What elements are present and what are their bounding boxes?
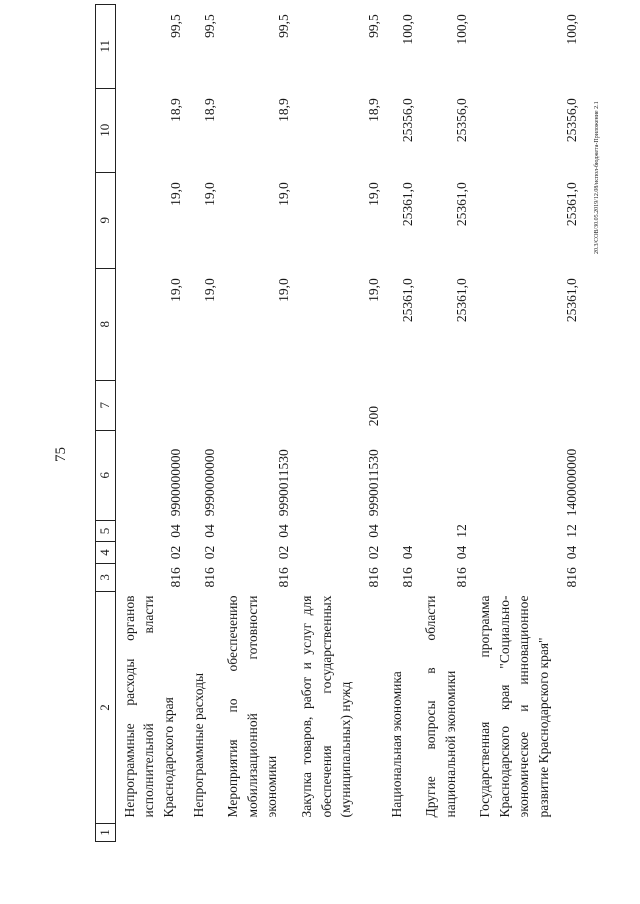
code-admin: 816	[563, 567, 579, 588]
value-col9: 19,0	[365, 182, 381, 206]
code-subsection: 04	[365, 524, 381, 538]
value-col11: 99,5	[201, 14, 217, 38]
table-header-row	[96, 4, 116, 841]
value-col10: 25356,0	[453, 98, 469, 143]
header-cell: 6	[96, 430, 116, 520]
code-section: 04	[399, 545, 415, 560]
value-col9: 19,0	[201, 182, 217, 206]
code-target	[383, 430, 417, 520]
code-expense-type	[185, 380, 219, 430]
value-col9: 19,0	[275, 182, 291, 206]
code-admin: 816	[365, 567, 381, 588]
header-cell: 8	[96, 268, 116, 380]
code-subsection: 04	[167, 524, 183, 538]
value-col10: 18,9	[275, 98, 291, 122]
code-section: 02	[167, 545, 183, 560]
value-col10: 18,9	[365, 98, 381, 122]
value-col9: 25361,0	[399, 182, 415, 227]
row-name: Государственная программа Краснодарского края "Социально-экономическое и инновационное развитие Краснодарского края"	[477, 595, 552, 818]
code-target: 9990011530	[365, 449, 381, 517]
row-name: Закупка товаров, работ и услуг для обеспечения государственных (муниципальных) нужд	[299, 595, 354, 818]
header-cell: 3	[96, 563, 116, 591]
table-row	[471, 4, 581, 841]
page-number: 75	[53, 447, 69, 462]
value-col10: 18,9	[167, 98, 183, 122]
row-index	[115, 824, 185, 842]
value-col11: 99,5	[365, 14, 381, 38]
row-index	[185, 824, 219, 842]
table-row	[417, 4, 471, 841]
code-subsection: 04	[201, 524, 217, 538]
row-name: Непрограммные расходы органов исполнительной власти Краснодарского края	[121, 595, 176, 818]
footer-code: 20.3/СОВ/30.05.2019/12.08/испол-бюджета-Приложение 2.1	[594, 101, 600, 254]
code-expense-type	[115, 380, 185, 430]
code-expense-type	[383, 380, 417, 430]
code-section: 04	[563, 545, 579, 560]
value-col11: 100,0	[453, 14, 469, 45]
code-target	[417, 430, 471, 520]
code-expense-type	[471, 380, 581, 430]
value-col9: 25361,0	[453, 182, 469, 227]
header-cell: 5	[96, 520, 116, 542]
code-section: 02	[275, 545, 291, 560]
value-col8: 19,0	[365, 278, 381, 302]
code-section: 04	[453, 545, 469, 560]
row-name: Мероприятия по обеспечению мобилизационной готовности экономики	[225, 595, 280, 818]
value-col10: 25356,0	[563, 98, 579, 143]
table-row	[383, 4, 417, 841]
row-index	[417, 824, 471, 842]
header-cell: 7	[96, 380, 116, 430]
value-col9: 19,0	[167, 182, 183, 206]
value-col10: 18,9	[201, 98, 217, 122]
code-target: 9990000000	[201, 448, 217, 517]
header-cell: 4	[96, 542, 116, 564]
row-name: Другие вопросы в области национальной экономики	[423, 595, 458, 818]
table-row	[293, 4, 383, 841]
code-admin: 816	[201, 567, 217, 588]
code-target: 9900000000	[167, 448, 183, 517]
code-section: 02	[201, 545, 217, 560]
value-col8: 25361,0	[399, 278, 415, 323]
row-name: Национальная экономика	[389, 671, 405, 818]
value-col8: 19,0	[201, 278, 217, 302]
code-section: 02	[365, 545, 381, 560]
code-subsection	[383, 520, 417, 542]
value-col8: 25361,0	[453, 278, 469, 323]
header-cell: 11	[96, 4, 116, 88]
code-expense-type	[417, 380, 471, 430]
value-col10: 25356,0	[399, 98, 415, 143]
header-cell: 2	[96, 592, 116, 824]
code-target: 1400000000	[563, 448, 579, 517]
header-cell: 10	[96, 88, 116, 172]
code-expense-type	[219, 380, 293, 430]
value-col9: 25361,0	[563, 182, 579, 227]
code-admin: 816	[453, 567, 469, 588]
budget-table	[95, 4, 581, 842]
code-subsection: 12	[453, 524, 469, 538]
code-subsection: 04	[275, 524, 291, 538]
header-cell: 9	[96, 172, 116, 268]
value-col11: 99,5	[167, 14, 183, 38]
row-name: Непрограммные расходы	[191, 672, 207, 818]
header-cell: 1	[96, 824, 116, 842]
code-admin: 816	[275, 567, 291, 588]
value-col11: 99,5	[275, 14, 291, 38]
row-index	[471, 824, 581, 842]
code-subsection: 12	[563, 524, 579, 538]
value-col8: 19,0	[275, 278, 291, 302]
code-target: 9990011530	[275, 449, 291, 517]
table-row	[219, 4, 293, 841]
value-col11: 100,0	[563, 14, 579, 45]
table-row	[115, 4, 185, 841]
code-admin: 816	[167, 567, 183, 588]
code-admin: 816	[399, 567, 415, 588]
code-expense-type: 200	[365, 406, 381, 427]
row-index	[383, 824, 417, 842]
table-row	[185, 4, 219, 841]
value-col8: 25361,0	[563, 278, 579, 323]
value-col8: 19,0	[167, 278, 183, 302]
value-col11: 100,0	[399, 14, 415, 45]
row-index	[293, 824, 383, 842]
row-index	[219, 824, 293, 842]
